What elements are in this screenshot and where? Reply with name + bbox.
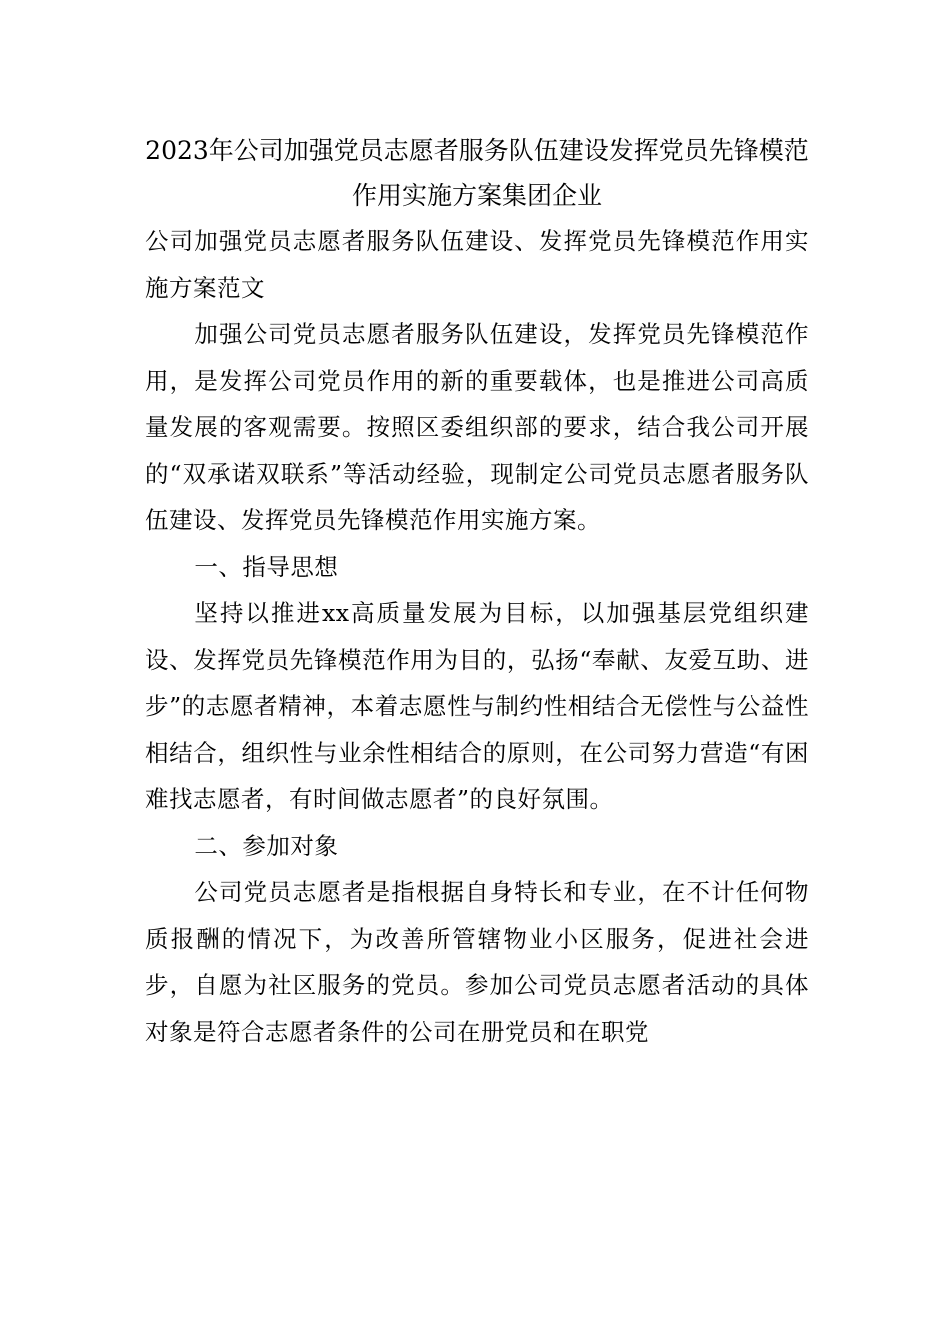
intro-paragraph: 加强公司党员志愿者服务队伍建设，发挥党员先锋模范作用，是发挥公司党员作用的新的重要载体，也是推进公司高质量发展的客观需要。按照区委组织部的要求，结合我公司开展的“双承诺双联系”等活动经验，现制定公司党员志愿者服务队伍建设、发挥党员先锋模范作用实施方案。 [145,320,809,534]
section-body-guiding-ideology: 坚持以推进xx高质量发展为目标，以加强基层党组织建设、发挥党员先锋模范作用为目的，弘扬“奉献、友爱互助、进步”的志愿者精神，本着志愿性与制约性相结合无偿性与公益性相结合，组织性与业余性相结合的原则，在公司努力营造“有困难找志愿者，有时间做志愿者”的良好氛围。 [145,599,809,813]
section-heading-guiding-ideology: 一、指导思想 [194,552,339,581]
document-content [145,128,809,1055]
section-heading-participants: 二、参加对象 [194,831,339,860]
document-subtitle: 公司加强党员志愿者服务队伍建设、发挥党员先锋模范作用实施方案范文 [145,227,809,302]
section-body-participants: 公司党员志愿者是指根据自身特长和专业，在不计任何物质报酬的情况下，为改善所管辖物业小区服务，促进社会进步，自愿为社区服务的党员。参加公司党员志愿者活动的具体对象是符合志愿者条件的公司在册党员和在职党 [145,878,809,1046]
document-title: 2023年公司加强党员志愿者服务队伍建设发挥党员先锋模范作用实施方案集团企业 [145,136,809,210]
